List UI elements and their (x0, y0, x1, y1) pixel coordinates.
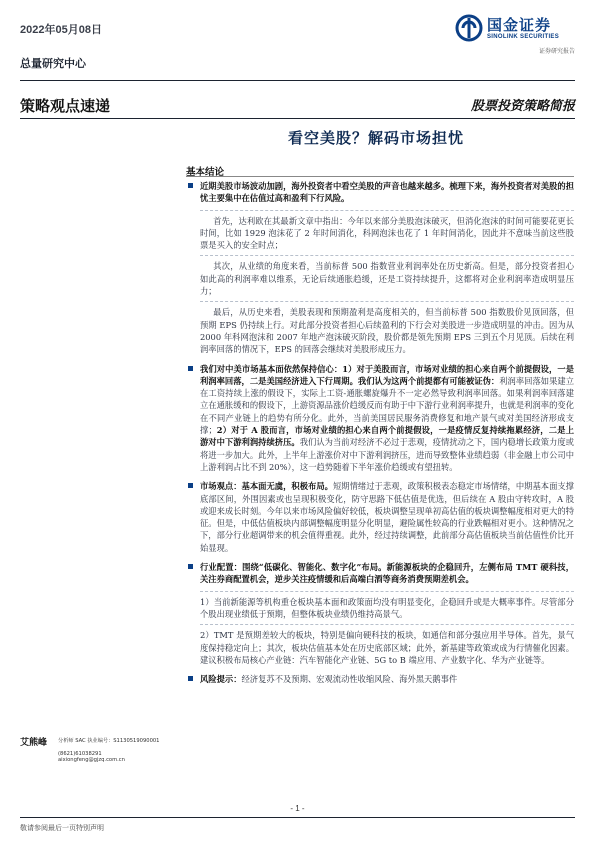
page-number: - 1 - (290, 804, 305, 813)
bullet-text: 我们认为当前对经济不必过于悲观，疫情扰动之下，国内稳增长政策力度或将进一步加大。此外，上半年上游涨价对中下游利润挤压，进而导致整体业绩趋弱（非金融上市公司中上游利润占比不到 20%），这一趋势随着下半年涨价趋缓或有望扭转。 (200, 437, 574, 472)
bullet-square-icon (188, 366, 193, 371)
bullet-text: 经济复苏不及预期、宏观流动性收缩风险、海外黑天鹅事件 (241, 674, 458, 685)
company-logo (455, 12, 575, 58)
logo-name-cn: 国金证券 (487, 16, 552, 34)
paragraph: 2）TMT 是预期差较大的板块，特别是偏向硬科技的板块，如通信和部分强应用半导体。首先，景气度保持稳定向上；其次，板块估值基本处在历史底部区域；此外，新基建等政策或成为行情催化因素。建议积极布局核心产业链：汽车智能化产业链、5G to B 端应用、产业数字化、华为产业链等。 (200, 630, 574, 665)
bullet-heading: 2）对于 A 股而言，市场对业绩的担心来自两个前提假设，一是疫情反复持续拖累经济，二是上游对中下游利润持续挤压。 (200, 425, 574, 448)
author-license: 分析师 SAC 执业编号：S1130519090001 (58, 738, 160, 744)
bullet-square-icon (188, 183, 193, 188)
bullet-heading: 我们对中美市场基本面依然保持信心：1）对于美股而言，市场对业绩的担心来自两个前提假设，一是利润率回落，二是美国经济进入下行周期。我们认为这两个前提都有可能被证伪： (200, 363, 574, 386)
dashed-divider (200, 255, 574, 256)
bullet-heading: 行业配置：围绕“低碳化、智能化、数字化”布局。新能源板块的企稳回升，左侧布局 TMT 硬科技，关注券商配置机会，逆步关注疫情缓和后高端白酒等商务消费预期差机会。 (200, 562, 574, 585)
bullet-market-concern (186, 180, 574, 205)
bullet-heading: 风险提示： (200, 674, 242, 685)
bullet-text: 利润率回落如果建立在工资持续上涨的假设下，实际上工资-通胀螺旋爆升不一定必然导致利润率回落。如果利润率回落建立在通胀缓和的假设下，上游资源品涨价趋缓反而有助于中下游行业利润率提升，也就是利润率的变化在不同产业链上的趋势有所分化。此外，当前美国居民服务消费修复和地产景气或对美国经济形成支撑； (200, 375, 574, 436)
report-date: 2022年05月08日 (20, 24, 102, 36)
report-type: 股票投资策略简报 (470, 99, 575, 114)
footer-divider (20, 817, 575, 818)
department: 总量研究中心 (20, 57, 86, 70)
header-divider-2 (20, 118, 575, 119)
paragraph: 最后，从历史来看，美股表现和预期盈利是高度相关的，但当前标普 500 指数股价见顶回落，但预期 EPS 仍持续上行。对此部分投资者担心后续盈利的下行会对美股进一步造成明显的冲击。因为从 2000 年科网泡沫和 2007 年地产泡沫破灭阶段，股价都是领先预期 EPS 三到五个月见顶。后续在利润率回落的情况下，EPS 的回落会继续对美股形成压力。 (200, 307, 574, 355)
author-phone: (8621)61038291 (58, 751, 102, 757)
paragraph: 其次，从业绩的角度来看，当前标普 500 指数营业利润率处在历史新高。但是，部分投资者担心如此高的利润率难以维系，无论后续通胀趋缓，还是工资持续提升，这都将对企业利润率造成明显压力； (200, 261, 574, 297)
bullet-heading: 市场观点：基本面无虞，积极布局。 (200, 481, 333, 492)
header-divider (20, 80, 575, 81)
author-info (20, 735, 180, 763)
author-name: 艾熊峰 (20, 738, 48, 748)
sinolink-logo-icon (455, 14, 483, 42)
section-heading: 基本结论 (186, 167, 225, 178)
bullet-market-view (186, 480, 574, 554)
column-name: 策略观点速递 (20, 97, 111, 115)
bullet-risk (186, 673, 574, 685)
paragraph: 首先，达利欧在其最新文章中指出：今年以来部分美股泡沫破灭，但消化泡沫的时间可能要花更长时间，比如 1929 泡沫花了 2 年时间消化，科网泡沫也花了 1 年时间消化，因此并不意味当前这些股票是买入的安全时点； (200, 215, 574, 251)
dashed-divider (200, 591, 574, 592)
bullet-square-icon (188, 676, 193, 681)
report-body (186, 180, 574, 690)
author-email[interactable]: aixiongfeng@gjzq.com.cn (58, 757, 125, 763)
footer-disclaimer: 敬请参阅最后一页特别声明 (20, 824, 104, 832)
paragraph: 1）当前新能源等机构重仓板块基本面和政策面均没有明显变化，企稳回升或是大概率事件。尽管部分个股出现业绩低于预期，但整体板块业绩仍维持高景气。 (200, 596, 574, 619)
logo-name-en: SINOLINK SECURITIES (487, 34, 560, 40)
bullet-square-icon (188, 483, 193, 488)
bullet-heading: 近期美股市场波动加剧，海外投资者中看空美股的声音也越来越多。梳理下来，海外投资者对美股的担忧主要集中在估值过高和盈利下行风险。 (200, 181, 574, 204)
bullet-square-icon (188, 564, 193, 569)
dashed-divider (200, 301, 574, 302)
dashed-divider (200, 624, 574, 625)
section-divider (186, 176, 574, 177)
bullet-text: 短期情绪过于悲观，政策积极表态稳定市场情绪，中期基本面支撑底部区间，外围因素或也呈现积极变化，防守思路下低估值是优选，但后续在 A 股由守转攻时，A 股或迎来成长时刻。今年以来市场风险偏好较低，板块调整呈现单初高估值的板块调整幅度相对更大的特征。但是，中低估值板块内部调整幅度明显分化明显，避险属性较高的行业跌幅相对更小。这种情况之下，部分行业超调带来的机会值得重视。此外，经过持续调整，此前部分高估值板块当前估值性价比开始显现。 (200, 481, 574, 553)
dashed-divider (200, 210, 574, 211)
report-title: 看空美股？解码市场担忧 (287, 129, 464, 147)
logo-subtitle: 证券研究报告 (539, 48, 576, 55)
bullet-industry-allocation (186, 561, 574, 586)
bullet-fundamentals (186, 363, 574, 474)
